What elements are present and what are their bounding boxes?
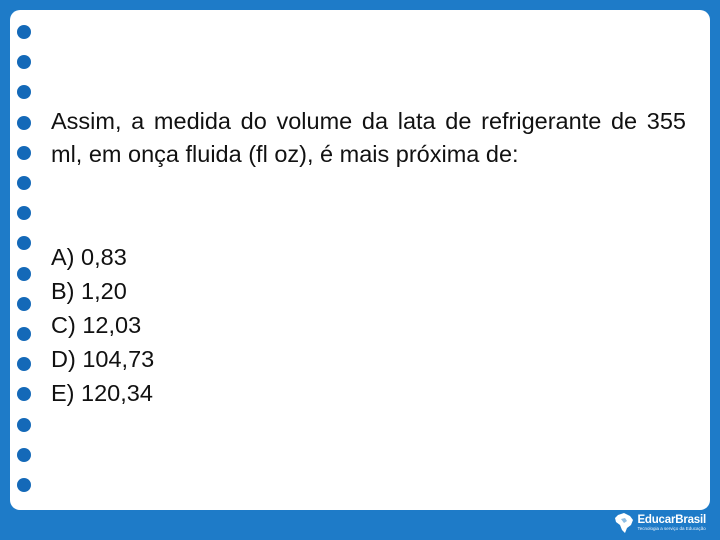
binding-ring [17, 267, 31, 281]
binding-ring [17, 25, 31, 39]
option-d [51, 342, 154, 376]
option-letter: D) [51, 346, 76, 372]
option-letter: A) [51, 244, 75, 270]
notebook-binding [17, 25, 31, 495]
brand-tagline: Tecnologia a serviço da Educação [637, 526, 706, 531]
option-value: 104,73 [82, 346, 155, 372]
option-a [51, 240, 154, 274]
option-value: 0,83 [81, 244, 127, 270]
binding-ring [17, 448, 31, 462]
option-letter: E) [51, 380, 75, 406]
binding-ring [17, 327, 31, 341]
option-value: 1,20 [81, 278, 127, 304]
binding-ring [17, 357, 31, 371]
brazil-map-icon [614, 512, 634, 534]
binding-ring [17, 146, 31, 160]
option-value: 120,34 [81, 380, 153, 406]
option-letter: B) [51, 278, 75, 304]
binding-ring [17, 206, 31, 220]
option-c [51, 308, 154, 342]
educarbrasil-logo [614, 510, 706, 536]
question-text: Assim, a medida do volume da lata de refrigerante de 355 ml, em onça fluida (fl oz), é mais próxima de: [51, 108, 686, 167]
brand-name: EducarBrasil [637, 514, 706, 526]
binding-ring [17, 418, 31, 432]
binding-ring [17, 176, 31, 190]
binding-ring [17, 116, 31, 130]
option-value: 12,03 [82, 312, 142, 338]
answer-options [51, 240, 154, 410]
option-e [51, 376, 154, 410]
binding-ring [17, 387, 31, 401]
option-letter: C) [51, 312, 76, 338]
binding-ring [17, 236, 31, 250]
binding-ring [17, 297, 31, 311]
binding-ring [17, 85, 31, 99]
binding-ring [17, 478, 31, 492]
brand-text [637, 514, 706, 532]
binding-ring [17, 55, 31, 69]
option-b [51, 274, 154, 308]
